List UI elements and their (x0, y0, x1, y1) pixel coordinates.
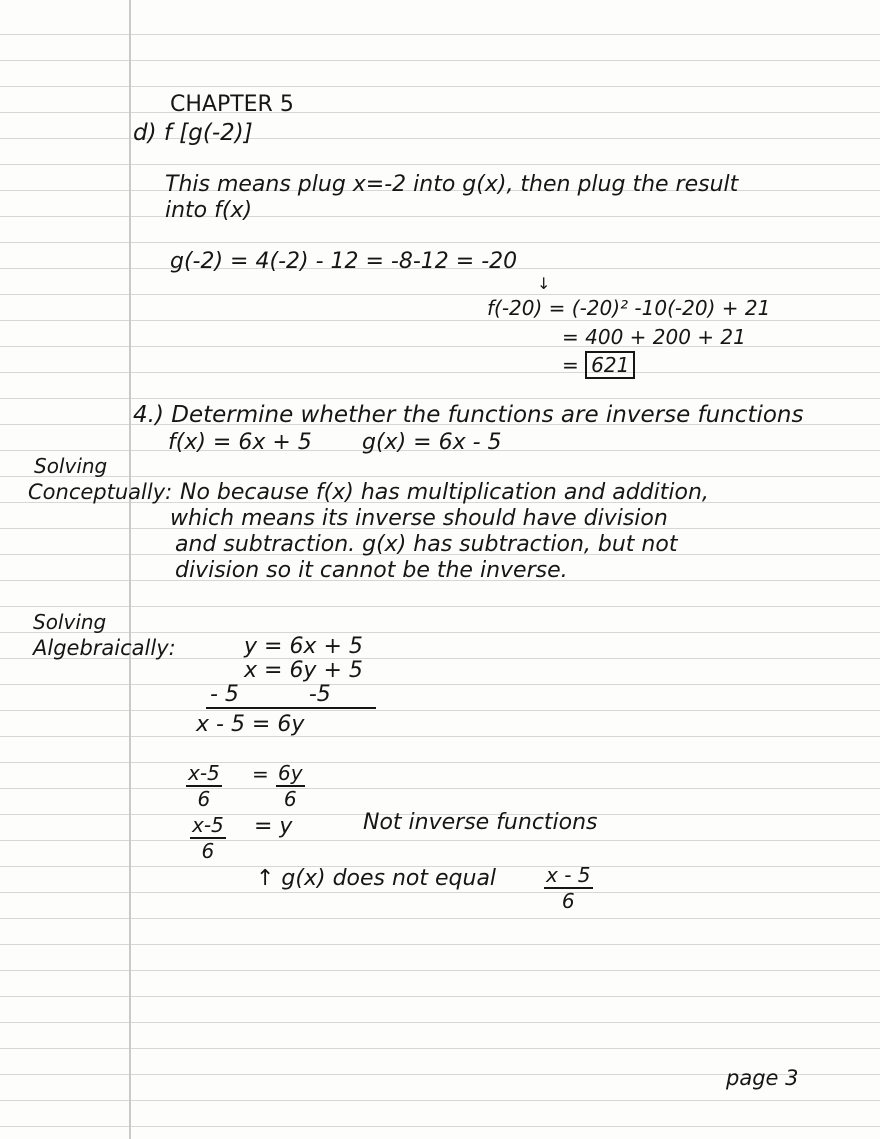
conceptual-text-line-1: No because f(x) has multiplication and addition, (180, 480, 709, 505)
conceptual-text-line-3: and subtraction. g(x) has subtraction, but not (175, 532, 678, 557)
algebra-step-3: - 5 -5 (210, 682, 331, 707)
page-number: page 3 (726, 1066, 799, 1090)
conclusion: Not inverse functions (363, 810, 598, 835)
f-evaluation-line-1: f(-20) = (-20)² -10(-20) + 21 (487, 296, 771, 320)
fraction-x-minus-5-over-6: $\frac{x-5}{6}$ (188, 761, 220, 811)
algebra-step-2: x = 6y + 5 (244, 658, 363, 683)
subtraction-line (206, 707, 376, 709)
note-fraction: $\frac{x - 5}{6}$ (546, 863, 591, 913)
f-evaluation-line-2: = 400 + 200 + 21 (562, 325, 746, 349)
algebraic-label-line-1: Solving (33, 610, 107, 634)
part-d-label: d) f [g(-2)] (133, 120, 253, 146)
g-evaluation: g(-2) = 4(-2) - 12 = -8-12 = -20 (170, 249, 518, 274)
fraction-6y-over-6: $\frac{6y}{6}$ (278, 761, 303, 811)
conceptual-text-line-2: which means its inverse should have division (170, 506, 668, 531)
algebra-step-1: y = 6x + 5 (244, 634, 363, 659)
conceptual-label-line-2: Conceptually: (28, 480, 173, 504)
chapter-title: CHAPTER 5 (170, 92, 294, 117)
problem-4-prompt: 4.) Determine whether the functions are inverse functions (133, 402, 804, 428)
comparison-note: ↑ g(x) does not equal (256, 866, 497, 891)
conceptual-text-line-4: division so it cannot be the inverse. (175, 558, 568, 583)
boxed-answer: 621 (585, 351, 635, 379)
f-definition: f(x) = 6x + 5 (168, 430, 312, 455)
margin-line (129, 0, 131, 1139)
fraction-x-minus-5-over-6-second: $\frac{x-5}{6}$ (192, 813, 224, 863)
explanation-line-1: This means plug x=-2 into g(x), then plug the result (165, 172, 739, 197)
algebra-step-4: x - 5 = 6y (196, 712, 305, 737)
algebraic-label-line-2: Algebraically: (33, 636, 176, 660)
equals-sign: = (562, 353, 579, 377)
g-definition: g(x) = 6x - 5 (362, 430, 502, 455)
f-evaluation-line-3 (562, 355, 635, 375)
down-arrow-icon: ↓ (537, 274, 551, 293)
equals-y: = y (254, 814, 293, 839)
equals-sign-1: = (252, 762, 269, 786)
conceptual-label-line-1: Solving (34, 454, 108, 478)
explanation-line-2: into f(x) (165, 198, 253, 223)
